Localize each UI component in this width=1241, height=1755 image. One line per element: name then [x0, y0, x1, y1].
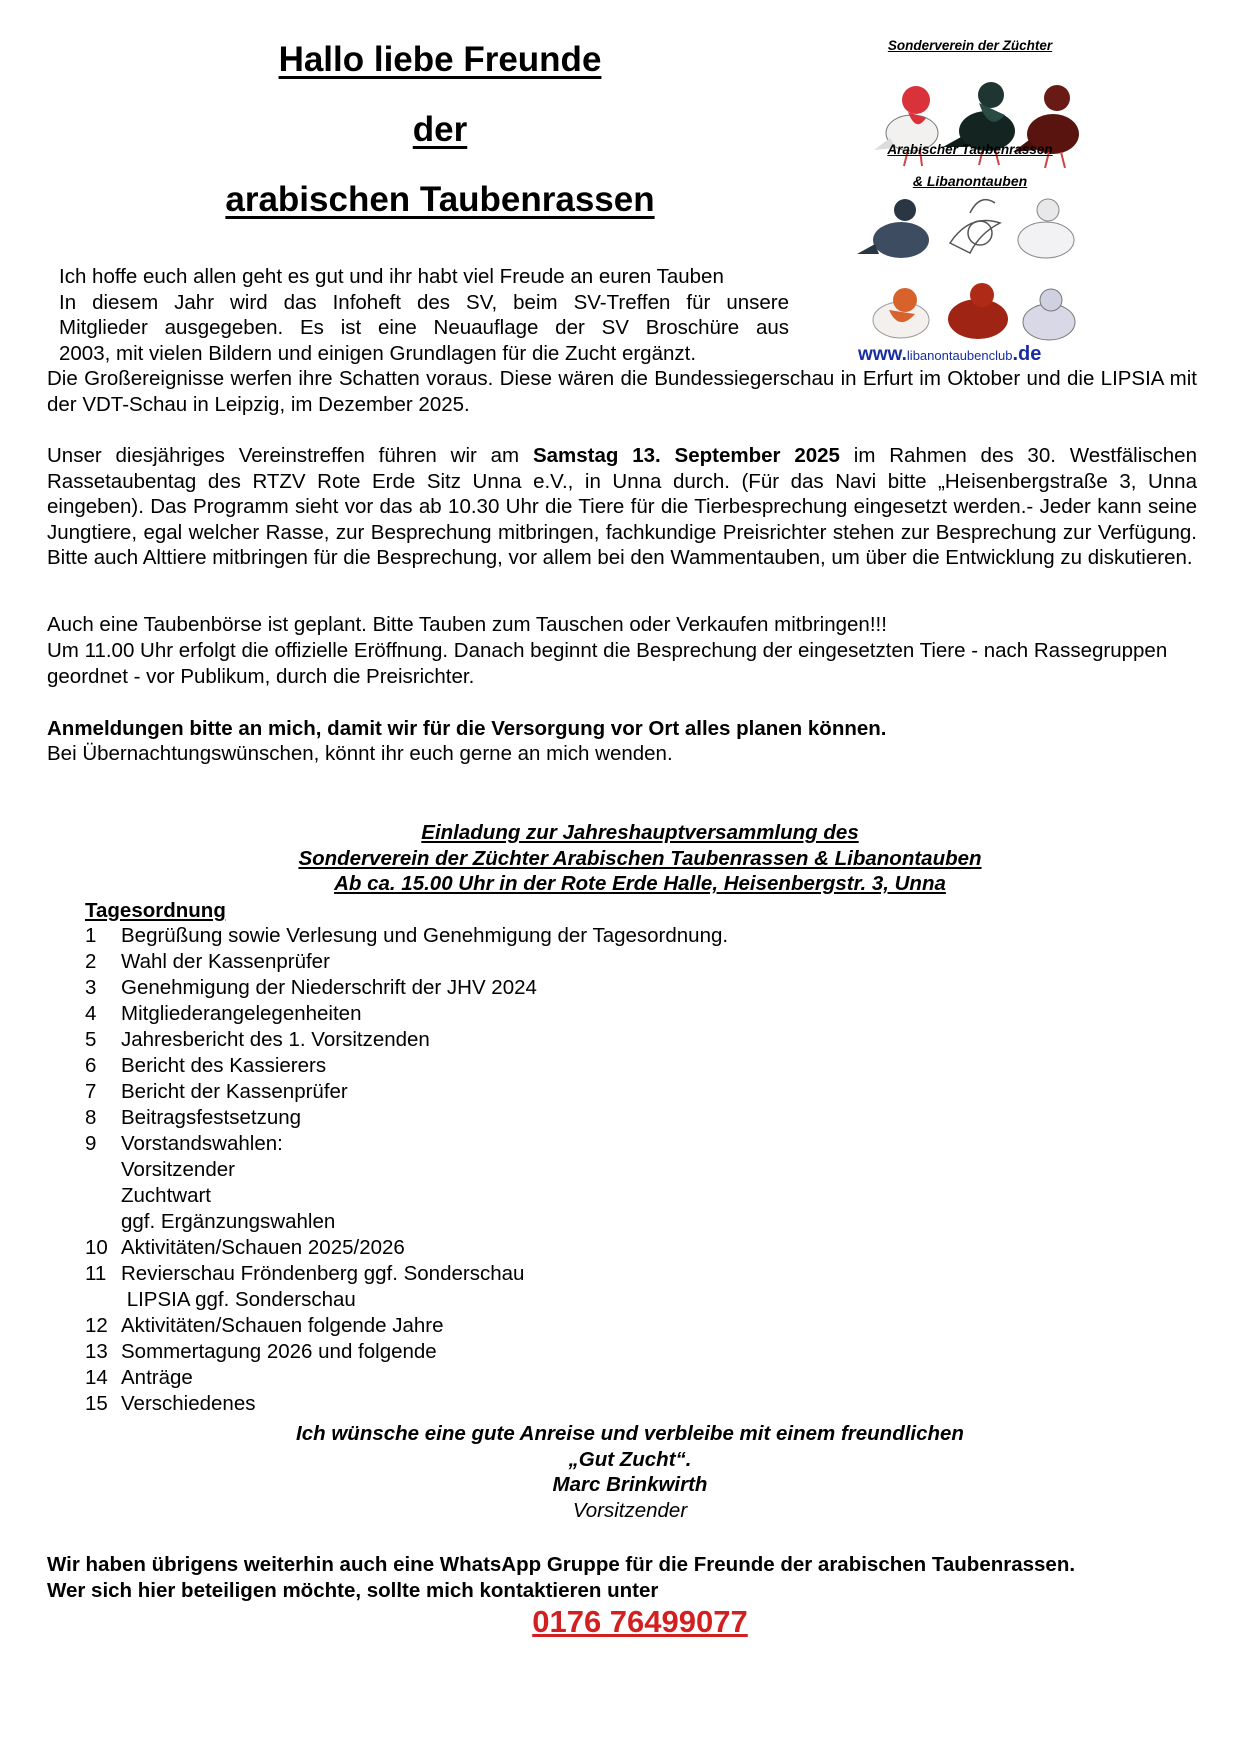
agenda-item-text: Sommertagung 2026 und folgende	[121, 1340, 437, 1363]
agenda-item	[85, 975, 985, 1001]
agenda-item	[85, 1131, 985, 1157]
intro-line-1: Ich hoffe euch allen geht es gut und ihr habt viel Freude an euren Tauben	[59, 265, 724, 288]
agenda-item-text: LIPSIA ggf. Sonderschau	[121, 1288, 356, 1311]
logo-url: www.libanontaubenclub.de	[858, 343, 1042, 365]
agenda-item-number	[85, 1287, 121, 1313]
agenda-item-number	[85, 1157, 121, 1183]
agenda-item-text: Wahl der Kassenprüfer	[121, 950, 330, 973]
closing	[220, 1421, 1040, 1523]
agenda-item-number: 6	[85, 1054, 97, 1077]
agenda-item-number: 11	[85, 1262, 107, 1285]
agenda-item	[85, 1287, 985, 1313]
agenda-item-number: 13	[85, 1340, 108, 1363]
agenda-item-text: Vorsitzender	[121, 1158, 235, 1181]
closing-line-2: „Gut Zucht“.	[568, 1447, 692, 1471]
agenda-item-text: Verschiedenes	[121, 1392, 256, 1415]
agenda-list	[85, 923, 985, 1417]
agenda-item	[85, 1001, 985, 1027]
agenda-item	[85, 1339, 985, 1365]
agenda-item-text: Vorstandswahlen:	[121, 1132, 283, 1155]
agenda-item-number	[85, 1209, 121, 1235]
intro-paragraph	[59, 264, 789, 366]
agenda-item-number: 1	[85, 924, 97, 947]
agenda-item	[85, 1027, 985, 1053]
agenda-item-text: Beitragsfestsetzung	[121, 1106, 302, 1129]
club-logo	[850, 38, 1090, 373]
agenda-item-text: Bericht der Kassenprüfer	[121, 1080, 348, 1103]
signature-name: Marc Brinkwirth	[552, 1473, 708, 1496]
agenda-item-number: 3	[85, 976, 97, 999]
agenda-item-text: Jahresbericht des 1. Vorsitzenden	[121, 1028, 430, 1051]
agenda-item-number: 8	[85, 1106, 97, 1129]
intro-line-4: 2003, mit vielen Bildern und einigen Grundlagen für die Zucht ergänzt.	[59, 341, 697, 365]
agenda-item-text: Bericht des Kassierers	[121, 1054, 327, 1077]
agenda-item-number: 9	[85, 1132, 97, 1155]
title-line-1: Hallo liebe Freunde	[278, 40, 602, 79]
intro-line-3: Mitglieder ausgegeben. Es ist eine Neuauflage der SV Broschüre aus	[59, 316, 789, 339]
opening-paragraph: Um 11.00 Uhr erfolgt die offizielle Eröffnung. Danach beginnt die Besprechung der eingesetzten Tiere - nach Rassegruppen geordnet - vor Publikum, durch die Preisrichter.	[47, 639, 1168, 688]
whatsapp-paragraph	[47, 1552, 1207, 1603]
agenda-item	[85, 1261, 985, 1287]
agenda-item-number: 10	[85, 1236, 108, 1259]
intro-line-2: In diesem Jahr wird das Infoheft des SV, beim SV-Treffen für unsere	[59, 290, 789, 314]
title-line-2: der	[412, 110, 468, 149]
overnight-paragraph: Bei Übernachtungswünschen, könnt ihr euch gerne an mich wenden.	[47, 742, 673, 765]
signature-role: Vorsitzender	[572, 1498, 688, 1522]
agenda-item-text: Begrüßung sowie Verlesung und Genehmigung der Tagesordnung.	[121, 924, 729, 947]
agenda-item	[85, 1365, 985, 1391]
agenda-item-text: Mitgliederangelegenheiten	[121, 1002, 362, 1025]
agenda-item	[85, 923, 985, 949]
agenda-item	[85, 1391, 985, 1417]
title-line-3: arabischen Taubenrassen	[225, 180, 655, 219]
agenda-item	[85, 1235, 985, 1261]
agenda-item-text: Aktivitäten/Schauen 2025/2026	[121, 1236, 405, 1259]
invitation-heading	[200, 820, 1080, 897]
logo-top-text: Sonderverein der Züchter	[887, 38, 1053, 53]
meeting-date: Samstag 13. September 2025	[532, 444, 840, 467]
agenda-item-number: 7	[85, 1080, 97, 1103]
invitation-line-2: Sonderverein der Züchter Arabischen Taubenrassen & Libanontauben	[298, 846, 982, 870]
boerse-paragraph: Auch eine Taubenbörse ist geplant. Bitte Tauben zum Tauschen oder Verkaufen mitbringen!!!	[47, 613, 887, 636]
logo-middle-text: Arabischer Taubenrassen	[887, 142, 1053, 157]
agenda-item-text: Genehmigung der Niederschrift der JHV 2024	[121, 976, 537, 999]
phone-number[interactable]: 0176 76499077	[532, 1604, 748, 1639]
whatsapp-line-2: Wer sich hier beteiligen möchte, sollte mich kontaktieren unter	[47, 1578, 659, 1602]
events-paragraph: Die Großereignisse werfen ihre Schatten voraus. Diese wären die Bundessiegerschau in Erfurt im Oktober und die LIPSIA mit der VDT-Schau in Leipzig, im Dezember 2025.	[47, 367, 1197, 416]
agenda-item-number: 12	[85, 1314, 108, 1337]
agenda-item	[85, 1183, 985, 1209]
agenda-heading: Tagesordnung	[85, 899, 226, 922]
agenda-item	[85, 1209, 985, 1235]
agenda-item	[85, 1053, 985, 1079]
agenda-item-text: Aktivitäten/Schauen folgende Jahre	[121, 1314, 444, 1337]
agenda-item-text: Anträge	[121, 1366, 193, 1389]
whatsapp-line-1: Wir haben übrigens weiterhin auch eine WhatsApp Gruppe für die Freunde der arabischen Taubenrassen.	[47, 1553, 1076, 1576]
agenda-item	[85, 949, 985, 975]
meeting-paragraph: Unser diesjähriges Vereinstreffen führen wir am Samstag 13. September 2025 im Rahmen des 30. Westfälischen Rassetaubentag des RTZV Rote Erde Sitz Unna e.V., in Unna durch. (Für das Navi bitte „Heisenbergstraße 3, Unna eingeben). Das Programm sieht vor das ab 10.30 Uhr die Tiere für die Tierbesprechung eingesetzt werden.- Jeder kann seine Jungtiere, egal welcher Rasse, zur Besprechung mitbringen, fachkundige Preisrichter stehen zur Besprechung zur Verfügung. Bitte auch Alttiere mitbringen für die Besprechung, vor allem bei den Wammentauben, um über die Entwicklung zu diskutieren.	[47, 444, 1197, 569]
registration-paragraph: Anmeldungen bitte an mich, damit wir für die Versorgung vor Ort alles planen können.	[47, 717, 887, 740]
logo-sub-text: & Libanontauben	[912, 173, 1028, 189]
agenda-item-text: ggf. Ergänzungswahlen	[121, 1210, 336, 1233]
agenda-item	[85, 1157, 985, 1183]
closing-line-1: Ich wünsche eine gute Anreise und verbleibe mit einem freundlichen	[296, 1422, 964, 1445]
agenda-item	[85, 1105, 985, 1131]
agenda-item	[85, 1313, 985, 1339]
invitation-line-3: Ab ca. 15.00 Uhr in der Rote Erde Halle, Heisenbergstr. 3, Unna	[334, 872, 946, 895]
agenda-item-number: 14	[85, 1366, 108, 1389]
agenda-item-text: Revierschau Fröndenberg ggf. Sonderschau	[121, 1262, 525, 1285]
agenda-item-number: 4	[85, 1002, 97, 1025]
agenda-item-text: Zuchtwart	[121, 1184, 211, 1207]
agenda-item-number	[85, 1183, 121, 1209]
agenda-item-number: 2	[85, 950, 97, 973]
agenda	[85, 898, 985, 1417]
pigeon-grid-image	[850, 188, 1090, 358]
agenda-item-number: 5	[85, 1028, 97, 1051]
invitation-line-1: Einladung zur Jahreshauptversammlung des	[421, 821, 859, 844]
agenda-item	[85, 1079, 985, 1105]
agenda-item-number: 15	[85, 1392, 108, 1415]
